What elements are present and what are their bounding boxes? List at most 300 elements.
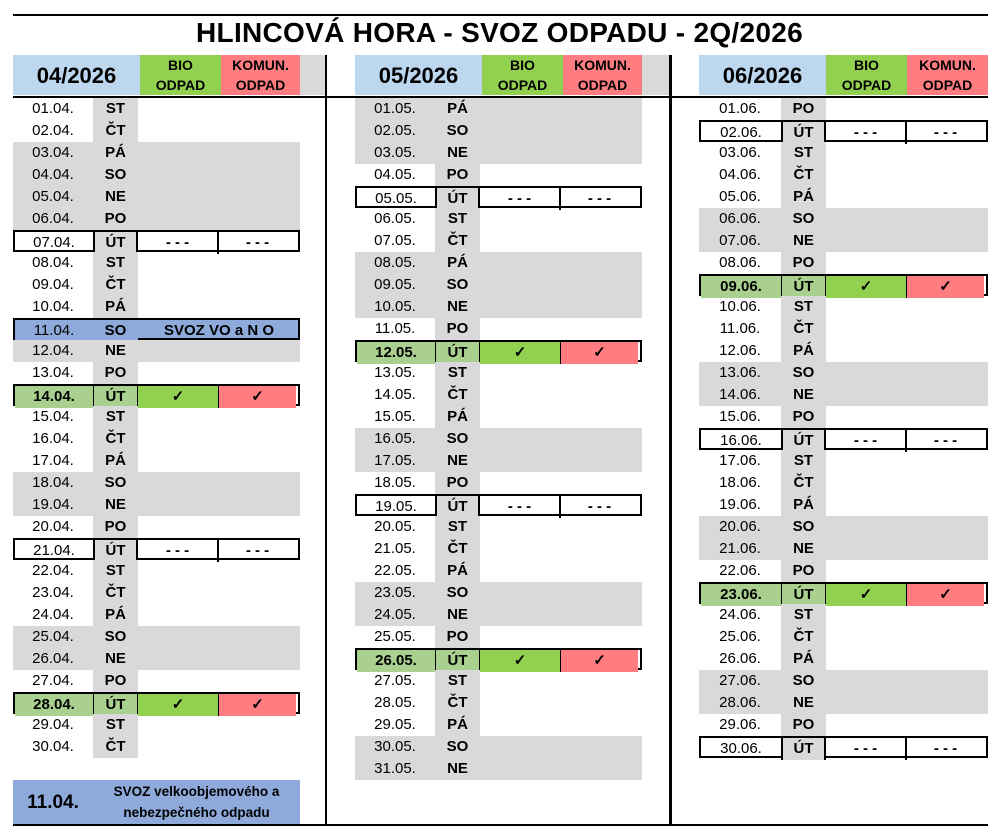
day-of-week: NE [781,384,826,406]
day-date: 18.06. [719,474,761,491]
day-row [699,274,988,296]
day-date: 21.05. [374,540,416,557]
bio-header-line: ODPAD [841,77,892,93]
day-of-week: SO [93,472,138,494]
day-date: 21.04. [33,542,75,559]
day-row [699,142,988,164]
komunal-none-mark: - - - [587,498,612,515]
day-date: 19.06. [719,496,761,513]
day-row [355,208,642,230]
day-row [13,252,300,274]
bio-check-icon: ✓ [826,276,907,298]
day-row [355,472,642,494]
bio-none-mark: - - - [826,122,907,144]
day-row [699,494,988,516]
legend-date: 11.04. [27,792,79,813]
day-row [355,692,642,714]
day-of-week: ČT [93,428,138,450]
day-date: 09.04. [32,276,74,293]
day-date: 11.04. [15,320,93,342]
day-of-week: NE [93,186,138,208]
day-date: 24.05. [355,604,435,626]
day-row [355,736,642,758]
day-row [699,450,988,472]
day-date: 01.05. [355,98,435,120]
day-date: 13.05. [374,364,416,381]
bio-check-icon: ✓ [480,650,561,672]
day-of-week: NE [435,296,480,318]
day-of-week: SO [435,428,480,450]
komunal-header-line: KOMUN. [574,57,631,73]
column-divider-2 [669,55,672,825]
day-of-week: ST [93,252,138,274]
day-of-week: ÚT [93,232,138,254]
day-date: 08.04. [32,254,74,271]
day-of-week: ČT [781,164,826,186]
day-date: 28.05. [374,694,416,711]
day-date: 10.05. [355,296,435,318]
day-date: 07.04. [33,234,75,251]
day-date: 08.06. [719,254,761,271]
day-row [355,406,642,428]
day-date: 30.04. [32,738,74,755]
month-header [13,55,300,95]
day-row [699,516,988,538]
day-of-week: NE [781,538,826,560]
legend-line-2: nebezpečného odpadu [123,805,270,820]
day-date: 17.04. [32,452,74,469]
day-of-week: ÚT [781,276,826,298]
day-of-week: SO [781,516,826,538]
day-date: 04.04. [13,164,93,186]
day-of-week: SO [93,626,138,648]
day-date: 09.05. [355,274,435,296]
bio-none-mark: - - - [480,188,561,210]
day-date: 20.06. [699,516,781,538]
day-of-week: NE [93,494,138,516]
day-of-week: ÚT [435,188,480,210]
day-of-week: NE [781,230,826,252]
day-date: 15.05. [374,408,416,425]
day-of-week: PO [435,318,480,340]
day-of-week: PÁ [93,604,138,626]
day-of-week: SO [435,736,480,758]
bio-header [140,55,221,95]
day-of-week: ÚT [93,694,138,716]
day-date: 16.05. [355,428,435,450]
day-date: 25.04. [13,626,93,648]
komunal-check-icon: ✓ [907,584,984,606]
day-date: 14.04. [15,386,93,408]
day-row [13,516,300,538]
day-date: 04.05. [374,166,416,183]
day-date: 14.06. [699,384,781,406]
day-of-week: ČT [93,120,138,142]
day-date: 04.06. [719,166,761,183]
day-row [355,362,642,384]
day-of-week: NE [93,648,138,670]
day-of-week: SO [93,164,138,186]
day-of-week: SO [93,320,138,342]
day-date: 01.04. [32,100,74,117]
day-row [699,560,988,582]
day-date: 02.04. [32,122,74,139]
bio-header-line: BIO [854,57,879,73]
day-date: 22.05. [374,562,416,579]
day-row [355,604,642,626]
day-of-week: ČT [435,230,480,252]
komunal-check-icon: ✓ [561,342,638,364]
day-of-week: PO [93,362,138,384]
day-of-week: SO [781,362,826,384]
day-date: 28.04. [15,694,93,716]
day-row [13,560,300,582]
day-row [13,98,300,120]
day-row [699,714,988,736]
day-date: 06.04. [13,208,93,230]
day-row [13,274,300,296]
day-of-week: ČT [93,274,138,296]
day-date: 29.06. [719,716,761,733]
day-date: 18.05. [374,474,416,491]
day-of-week: PÁ [435,406,480,428]
day-of-week: ST [93,714,138,736]
komunal-header-line: ODPAD [922,77,973,93]
day-date: 17.05. [355,450,435,472]
day-date: 16.06. [720,432,762,449]
month-header [355,55,642,95]
legend-line-1: SVOZ velkoobjemového a [113,784,280,799]
day-date: 14.05. [374,386,416,403]
day-date: 24.04. [32,606,74,623]
day-row [13,318,300,340]
day-of-week: PÁ [781,648,826,670]
bio-header-line: ODPAD [497,77,548,93]
day-row [355,120,642,142]
day-date: 26.05. [357,650,435,672]
bio-none-mark: - - - [826,738,907,760]
day-date: 29.05. [374,716,416,733]
day-date: 18.04. [13,472,93,494]
day-date: 07.05. [374,232,416,249]
day-row [699,186,988,208]
day-of-week: ST [781,450,826,472]
legend-box [13,780,300,824]
day-of-week: NE [435,758,480,780]
day-date: 20.05. [374,518,416,535]
day-row [13,230,300,252]
day-of-week: ČT [781,626,826,648]
day-of-week: ÚT [93,540,138,562]
day-of-week: SO [435,274,480,296]
day-of-week: PO [781,560,826,582]
day-date: 12.05. [357,342,435,364]
day-date: 06.05. [374,210,416,227]
komunal-none-mark: - - - [245,542,270,559]
day-of-week: PÁ [93,142,138,164]
day-date: 24.06. [719,606,761,623]
day-date: 30.06. [720,740,762,757]
komunal-check-icon: ✓ [219,694,296,716]
day-row [355,626,642,648]
day-of-week: ST [435,362,480,384]
bio-header-line: BIO [510,57,535,73]
bio-none-mark: - - - [480,496,561,518]
day-date: 28.06. [699,692,781,714]
day-date: 26.04. [13,648,93,670]
bio-check-icon: ✓ [138,694,219,716]
day-of-week: NE [781,692,826,714]
day-date: 03.06. [719,144,761,161]
day-row [355,142,642,164]
bio-none-mark: - - - [826,430,907,452]
day-row [699,296,988,318]
day-of-week: ČT [781,472,826,494]
day-date: 05.06. [719,188,761,205]
bio-none-mark: - - - [138,232,219,254]
day-date: 21.06. [699,538,781,560]
day-row [699,318,988,340]
day-date: 01.06. [719,100,761,117]
day-row [355,714,642,736]
day-row [699,736,988,758]
day-row [355,318,642,340]
day-row [13,296,300,318]
day-row [13,648,300,670]
day-date: 23.06. [701,584,781,606]
day-row [699,98,988,120]
komunal-none-mark: - - - [933,432,958,449]
day-row [13,428,300,450]
day-date: 09.06. [701,276,781,298]
month-header [699,55,988,95]
day-row [355,560,642,582]
day-row [13,384,300,406]
day-row [355,538,642,560]
day-row [13,406,300,428]
komunal-header [221,55,300,95]
komunal-none-mark: - - - [245,234,270,251]
month-title: 04/2026 [13,55,140,95]
day-row [355,230,642,252]
day-row [699,164,988,186]
day-row [355,516,642,538]
day-of-week: ST [93,406,138,428]
komunal-check-icon: ✓ [219,386,296,408]
day-of-week: PO [93,670,138,692]
day-of-week: PÁ [93,450,138,472]
day-of-week: ST [93,98,138,120]
day-date: 02.05. [355,120,435,142]
bio-check-icon: ✓ [138,386,219,408]
day-of-week: ST [435,516,480,538]
bio-header-line: ODPAD [155,77,206,93]
day-row [13,186,300,208]
day-row [355,274,642,296]
day-of-week: ST [435,208,480,230]
day-row [13,692,300,714]
day-row [699,120,988,142]
day-of-week: PÁ [435,252,480,274]
day-date: 30.05. [355,736,435,758]
day-date: 22.04. [32,562,74,579]
day-of-week: ÚT [781,122,826,144]
day-date: 13.04. [32,364,74,381]
day-note: SVOZ VO a N O [163,322,275,339]
day-row [699,582,988,604]
day-date: 17.06. [719,452,761,469]
day-row [699,626,988,648]
day-of-week: PO [781,252,826,274]
day-row [699,428,988,450]
day-row [355,296,642,318]
day-of-week: ČT [435,384,480,406]
day-row [13,714,300,736]
komunal-none-mark: - - - [933,740,958,757]
day-date: 10.06. [719,298,761,315]
day-row [13,208,300,230]
day-row [355,98,642,120]
day-row [13,362,300,384]
day-of-week: SO [781,208,826,230]
day-date: 23.04. [32,584,74,601]
day-of-week: PO [435,472,480,494]
day-row [355,670,642,692]
day-of-week: ČT [781,318,826,340]
day-of-week: PO [435,626,480,648]
day-date: 25.06. [719,628,761,645]
day-date: 11.06. [719,320,761,337]
bio-check-icon: ✓ [480,342,561,364]
day-of-week: PO [781,714,826,736]
bio-none-mark: - - - [138,540,219,562]
day-of-week: PÁ [781,186,826,208]
day-date: 11.05. [374,320,416,337]
bio-header [482,55,563,95]
day-row [699,604,988,626]
day-row [355,648,642,670]
day-date: 16.04. [32,430,74,447]
day-of-week: SO [781,670,826,692]
day-date: 13.06. [699,362,781,384]
day-date: 27.04. [32,672,74,689]
day-of-week: ČT [435,692,480,714]
day-row [699,648,988,670]
day-row [699,538,988,560]
day-row [13,450,300,472]
month-title: 05/2026 [355,55,482,95]
day-date: 03.05. [355,142,435,164]
day-row [355,582,642,604]
day-date: 06.06. [699,208,781,230]
day-of-week: PÁ [781,340,826,362]
day-date: 15.06. [719,408,761,425]
day-row [13,736,300,758]
komunal-header-line: ODPAD [235,77,286,93]
day-date: 29.04. [32,716,74,733]
day-row [13,604,300,626]
day-row [13,164,300,186]
day-of-week: ÚT [93,386,138,408]
day-date: 19.04. [13,494,93,516]
month-title: 06/2026 [699,55,826,95]
day-date: 22.06. [719,562,761,579]
day-date: 20.04. [32,518,74,535]
day-row [699,384,988,406]
day-row [13,582,300,604]
page-title: HLINCOVÁ HORA - SVOZ ODPADU - 2Q/2026 [196,17,803,48]
komunal-header-line: ODPAD [577,77,628,93]
header-gap [300,55,325,95]
day-row [699,208,988,230]
day-of-week: NE [93,340,138,362]
day-date: 08.05. [355,252,435,274]
day-date: 25.05. [374,628,416,645]
day-row [13,472,300,494]
day-row [355,164,642,186]
day-date: 19.05. [375,498,417,515]
day-date: 27.06. [699,670,781,692]
day-row [699,340,988,362]
day-of-week: ST [93,560,138,582]
day-row [13,142,300,164]
day-of-week: ÚT [781,584,826,606]
day-of-week: ÚT [435,342,480,364]
day-date: 31.05. [355,758,435,780]
komunal-none-mark: - - - [933,124,958,141]
day-of-week: PÁ [93,296,138,318]
day-of-week: PO [93,516,138,538]
day-row [699,230,988,252]
day-of-week: PÁ [435,714,480,736]
day-of-week: ST [781,604,826,626]
column-divider-1 [325,55,327,825]
day-of-week: SO [435,582,480,604]
komunal-header [563,55,642,95]
title-rule [13,14,988,16]
day-of-week: PO [93,208,138,230]
day-row [355,340,642,362]
day-date: 27.05. [374,672,416,689]
komunal-header [907,55,988,95]
day-of-week: ST [435,670,480,692]
day-of-week: PO [435,164,480,186]
header-gap [642,55,669,95]
day-of-week: PO [781,98,826,120]
day-row [699,252,988,274]
day-of-week: PÁ [781,494,826,516]
day-date: 02.06. [720,124,762,141]
komunal-none-mark: - - - [587,190,612,207]
day-of-week: ÚT [435,496,480,518]
bio-header [826,55,907,95]
komunal-header-line: KOMUN. [232,57,289,73]
day-row [699,670,988,692]
day-date: 23.05. [355,582,435,604]
day-date: 12.06. [719,342,761,359]
day-of-week: SO [435,120,480,142]
day-row [13,626,300,648]
day-row [699,692,988,714]
day-row [699,362,988,384]
day-date: 10.04. [32,298,74,315]
day-of-week: ČT [93,582,138,604]
day-row [699,406,988,428]
day-row [13,538,300,560]
day-date: 05.04. [13,186,93,208]
bio-header-line: BIO [168,57,193,73]
day-of-week: ČT [93,736,138,758]
